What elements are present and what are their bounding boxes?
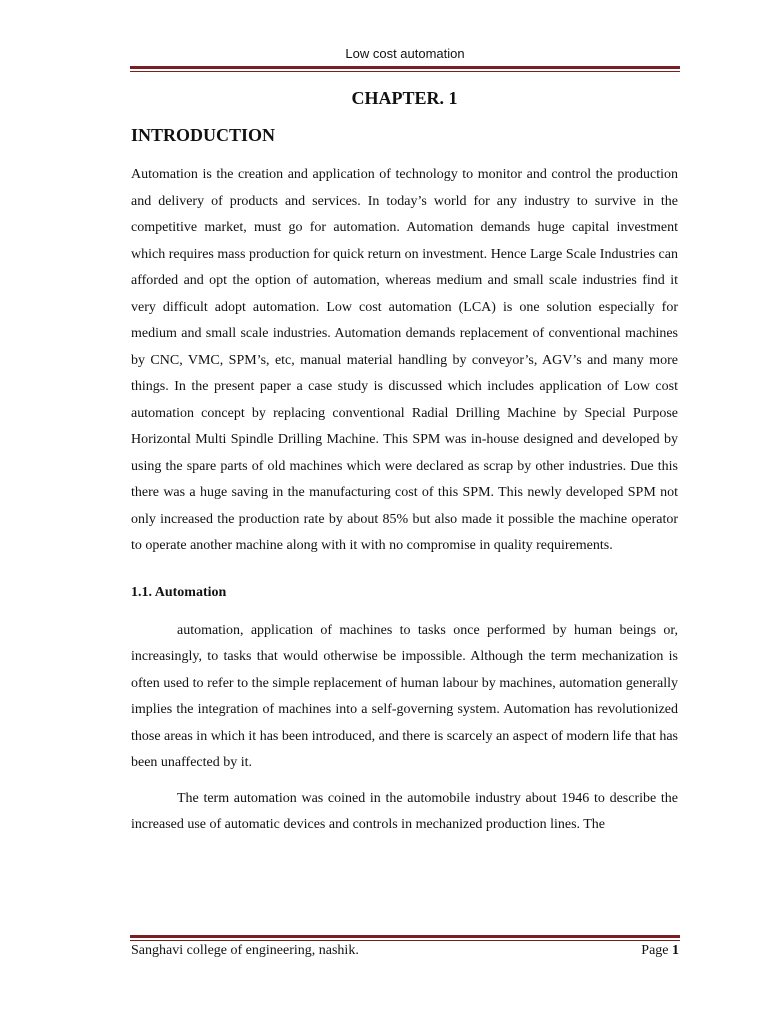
section-paragraph-2: The term automation was coined in the automobile industry about 1946 to describe the increased use of automatic devices and controls in mechanized production lines. The	[131, 790, 678, 832]
footer-page	[641, 943, 679, 959]
page-label: Page	[641, 943, 669, 958]
chapter-label: CHAPTER. 1	[351, 88, 458, 108]
header-rule	[130, 66, 680, 72]
page-content	[131, 88, 678, 839]
section-paragraph-1: automation, application of machines to tasks once performed by human beings or, increasingly, to tasks that would otherwise be impossible. Although the term mechanization is often used to refer to the simple replacement of human labour by machines, automation generally implies the integration of machines into a self-governing system. Automation has revolutionized those areas in which it has been introduced, and there is scarcely an aspect of modern life that has been unaffected by it.	[131, 622, 678, 770]
page-footer	[131, 943, 679, 959]
chapter-heading: INTRODUCTION	[131, 125, 276, 145]
footer-college: Sanghavi college of engineering, nashik.	[131, 943, 359, 958]
page-number: 1	[672, 943, 679, 958]
intro-paragraph: Automation is the creation and application of technology to monitor and control the production and delivery of products and services. In today’s world for any industry to survive in the competitive market, must go for automation. Automation demands huge capital investment which requires mass production for quick return on investment. Hence Large Scale Industries can afforded and opt the option of automation, whereas medium and small scale industries find it very difficult adopt automation. Low cost automation (LCA) is one solution especially for medium and small scale industries. Automation demands replacement of conventional machines by CNC, VMC, SPM’s, etc, manual material handling by conveyor’s, AGV’s and many more things. In the present paper a case study is discussed which includes application of Low cost automation concept by replacing conventional Radial Drilling Machine by Special Purpose Horizontal Multi Spindle Drilling Machine. This SPM was in-house designed and developed by using the spare parts of old machines which were declared as scrap by other industries. Due this there was a huge saving in the manufacturing cost of this SPM. This newly developed SPM not only increased the production rate by about 85% but also made it possible the machine operator to operate another machine along with it with no compromise in quality requirements.	[131, 167, 678, 553]
running-header: Low cost automation	[345, 46, 465, 61]
section-heading: 1.1. Automation	[131, 584, 227, 600]
footer-rule	[130, 935, 680, 941]
